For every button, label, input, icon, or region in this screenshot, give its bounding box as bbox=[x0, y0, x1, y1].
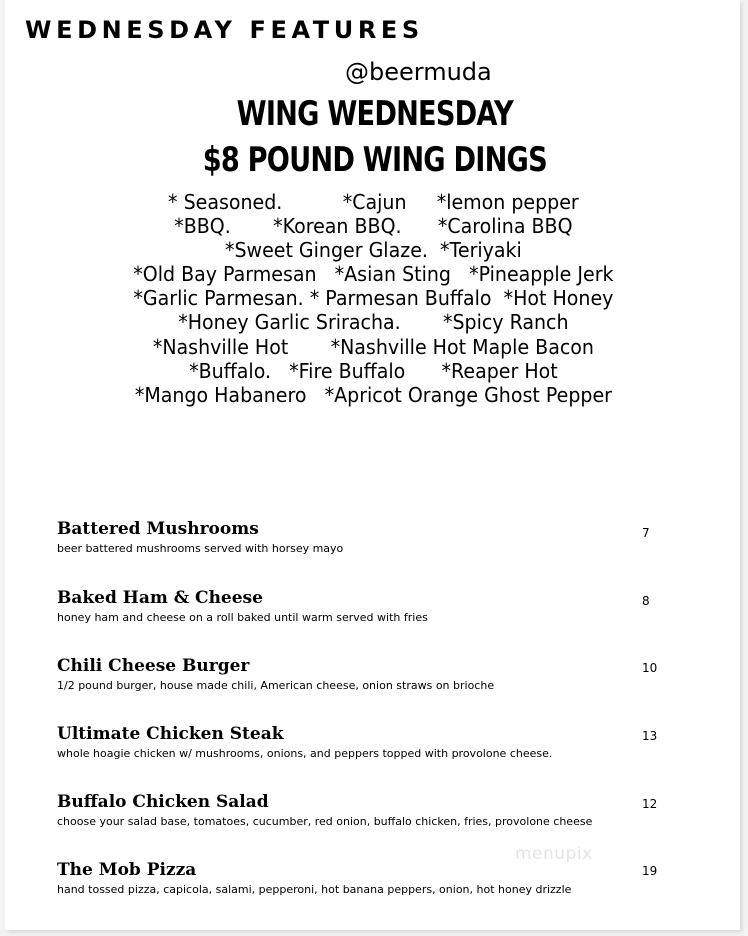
flavor-line: *Garlic Parmesan. * Parmesan Buffalo *Hot Honey bbox=[133, 286, 614, 310]
flavor-line: *Buffalo. *Fire Buffalo *Reaper Hot bbox=[189, 359, 558, 383]
menu-item-description: beer battered mushrooms served with horsey mayo bbox=[57, 542, 344, 555]
flavor-line: *Sweet Ginger Glaze. *Teriyaki bbox=[224, 238, 522, 262]
menu-item-price: 19 bbox=[642, 864, 658, 878]
menu-item-name: Battered Mushrooms bbox=[57, 519, 259, 539]
social-handle: @beermuda bbox=[345, 58, 492, 86]
menu-item-description: whole hoagie chicken w/ mushrooms, onions, and peppers topped with provolone cheese. bbox=[57, 747, 553, 760]
menu-item-price: 12 bbox=[642, 797, 658, 811]
flavor-line: * Seasoned. *Cajun *lemon pepper bbox=[168, 190, 579, 214]
menu-item-price: 8 bbox=[642, 594, 650, 608]
flavor-line: *Mango Habanero *Apricot Orange Ghost Pepper bbox=[134, 383, 612, 407]
menu-item-name: The Mob Pizza bbox=[57, 860, 197, 880]
menu-item bbox=[57, 655, 677, 694]
flavor-line: *BBQ. *Korean BBQ. *Carolina BBQ bbox=[174, 214, 573, 238]
menu-item bbox=[57, 859, 677, 898]
menu-item-description: 1/2 pound burger, house made chili, American cheese, onion straws on brioche bbox=[57, 679, 495, 692]
menu-item-name: Buffalo Chicken Salad bbox=[57, 792, 269, 812]
menu-item-price: 13 bbox=[642, 729, 658, 743]
menu-item bbox=[57, 723, 677, 762]
menu-item-name: Baked Ham & Cheese bbox=[57, 588, 263, 608]
menu-item-description: choose your salad base, tomatoes, cucumber, red onion, buffalo chicken, fries, provolone cheese bbox=[57, 815, 593, 828]
flavor-line: *Honey Garlic Sriracha. *Spicy Ranch bbox=[178, 310, 569, 334]
menu-item-name: Chili Cheese Burger bbox=[57, 656, 250, 676]
menu-item bbox=[57, 587, 677, 626]
menu-item-price: 10 bbox=[642, 661, 658, 675]
special-subtitle: $8 POUND WING DINGS bbox=[202, 140, 547, 180]
menu-item-description: hand tossed pizza, capicola, salami, pepperoni, hot banana peppers, onion, hot honey drizzle bbox=[57, 883, 572, 896]
menu-item-description: honey ham and cheese on a roll baked until warm served with fries bbox=[57, 611, 428, 624]
watermark: menupix bbox=[515, 844, 593, 864]
menu-item bbox=[57, 791, 677, 830]
flavor-line: *Old Bay Parmesan *Asian Sting *Pineapple Jerk bbox=[133, 262, 614, 286]
special-title: WING WEDNESDAY bbox=[236, 94, 513, 134]
flavor-line: *Nashville Hot *Nashville Hot Maple Bacon bbox=[152, 335, 594, 359]
menu-item bbox=[57, 518, 677, 557]
menu-item-name: Ultimate Chicken Steak bbox=[57, 724, 284, 744]
page-header: WEDNESDAY FEATURES bbox=[25, 16, 424, 44]
menu-item-price: 7 bbox=[642, 526, 650, 540]
